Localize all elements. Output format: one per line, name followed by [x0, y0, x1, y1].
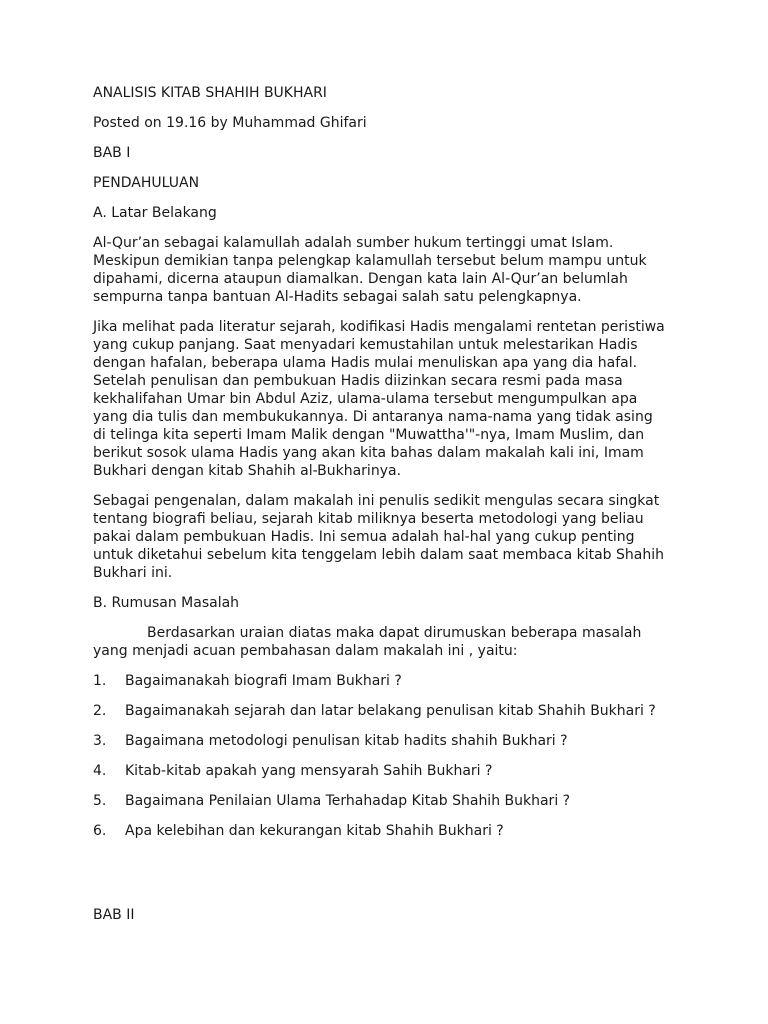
list-number: 5.: [93, 793, 107, 809]
chapter-heading-1: BAB I: [93, 145, 131, 161]
section-heading-b: B. Rumusan Masalah: [93, 595, 240, 611]
list-text: Bagaimanakah biografi Imam Bukhari ?: [125, 673, 402, 689]
text-line: dengan hafalan, beberapa ulama Hadis mulai menuliskan apa yang dia hafal.: [93, 355, 638, 371]
paragraph-3: [93, 492, 693, 582]
list-number: 3.: [93, 733, 107, 749]
list-text: Apa kelebihan dan kekurangan kitab Shahih Bukhari ?: [125, 823, 504, 839]
section-heading-a: A. Latar Belakang: [93, 205, 217, 221]
text-line: yang cukup panjang. Saat menyadari kemustahilan untuk melestarikan Hadis: [93, 337, 638, 353]
text-line: Sebagai pengenalan, dalam makalah ini penulis sedikit mengulas secara singkat: [93, 493, 660, 509]
list-item: [93, 762, 693, 780]
list-number: 1.: [93, 673, 107, 689]
blank-space: [93, 852, 693, 906]
list-item: [93, 822, 693, 840]
text-line: Setelah penulisan dan pembukuan Hadis diizinkan secara resmi pada masa: [93, 373, 623, 389]
text-line: di telinga kita seperti Imam Malik dengan "Muwattha'"-nya, Imam Muslim, dan: [93, 427, 645, 443]
text-line: Jika melihat pada literatur sejarah, kodifikasi Hadis mengalami rentetan peristiwa: [93, 319, 665, 335]
text-line: Bukhari dengan kitab Shahih al-Bukharinya.: [93, 463, 402, 479]
list-text: Bagaimana Penilaian Ulama Terhahadap Kitab Shahih Bukhari ?: [125, 793, 571, 809]
text-line: Berdasarkan uraian diatas maka dapat dirumuskan beberapa masalah: [147, 625, 642, 641]
document-title: ANALISIS KITAB SHAHIH BUKHARI: [93, 85, 327, 101]
text-line: pakai dalam pembukuan Hadis. Ini semua adalah hal-hal yang cukup penting: [93, 529, 635, 545]
text-line: untuk diketahui sebelum kita tenggelam lebih dalam saat membaca kitab Shahih: [93, 547, 664, 563]
text-line: berikut sosok ulama Hadis yang akan kita bahas dalam makalah kali ini, Imam: [93, 445, 644, 461]
text-line: sempurna tanpa bantuan Al-Hadits sebagai salah satu pelengkapnya.: [93, 289, 582, 305]
list-text: Bagaimanakah sejarah dan latar belakang penulisan kitab Shahih Bukhari ?: [125, 703, 656, 719]
list-item: [93, 702, 693, 720]
text-line: yang menjadi acuan pembahasan dalam makalah ini , yaitu:: [93, 643, 518, 659]
chapter-heading-2: BAB II: [93, 907, 135, 923]
list-number: 4.: [93, 763, 107, 779]
post-meta: Posted on 19.16 by Muhammad Ghifari: [93, 115, 367, 131]
list-text: Kitab-kitab apakah yang mensyarah Sahih Bukhari ?: [125, 763, 493, 779]
text-line: Al-Qur’an sebagai kalamullah adalah sumber hukum tertinggi umat Islam.: [93, 235, 614, 251]
chapter-title-1: PENDAHULUAN: [93, 175, 200, 191]
text-line: dipahami, dicerna ataupun diamalkan. Dengan kata lain Al-Qur’an belumlah: [93, 271, 628, 287]
list-number: 6.: [93, 823, 107, 839]
text-line: kekhalifahan Umar bin Abdul Aziz, ulama-ulama tersebut mengumpulkan apa: [93, 391, 638, 407]
paragraph-2: [93, 318, 693, 480]
text-line: Meskipun demikian tanpa pelengkap kalamullah tersebut belum mampu untuk: [93, 253, 647, 269]
text-line: Bukhari ini.: [93, 565, 173, 581]
document-page: [93, 84, 693, 936]
list-item: [93, 792, 693, 810]
list-item: [93, 672, 693, 690]
question-list: [93, 672, 693, 840]
text-line: yang dia tulis dan membukukannya. Di antaranya nama-nama yang tidak asing: [93, 409, 653, 425]
list-text: Bagaimana metodologi penulisan kitab hadits shahih Bukhari ?: [125, 733, 568, 749]
list-item: [93, 732, 693, 750]
paragraph-4: [93, 624, 693, 660]
list-number: 2.: [93, 703, 107, 719]
text-line: tentang biografi beliau, sejarah kitab miliknya beserta metodologi yang beliau: [93, 511, 644, 527]
paragraph-1: [93, 234, 693, 306]
